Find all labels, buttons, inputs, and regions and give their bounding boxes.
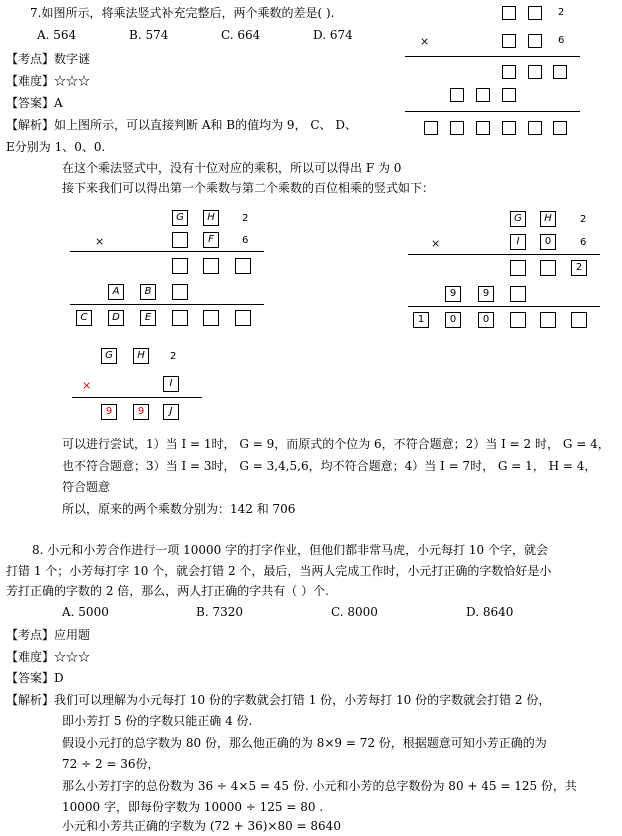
cell-E: E	[140, 310, 156, 326]
cell-0: 0	[445, 312, 461, 328]
blank-box	[476, 121, 490, 135]
fig3-times-sign: ×	[431, 237, 441, 250]
q8-nandu: 【难度】☆☆☆	[6, 650, 91, 664]
blank-box	[502, 88, 516, 102]
cell-D: D	[108, 310, 124, 326]
blank-box	[528, 34, 542, 48]
fig1-times-sign: ×	[420, 35, 430, 48]
blank-box	[502, 34, 516, 48]
fig4-digit-2: 2	[170, 351, 177, 362]
q7-question: 7.如图所示，将乘法竖式补充完整后，两个乘数的差是( ).	[30, 6, 335, 20]
blank-box	[528, 121, 542, 135]
blank-box	[424, 121, 438, 135]
fig3-rule-2	[408, 306, 600, 307]
cell-H: H	[540, 211, 556, 227]
q7-option-d: D. 674	[313, 28, 353, 42]
cell-blank	[172, 232, 188, 248]
blank-box	[502, 121, 516, 135]
cell-0: 0	[540, 234, 556, 250]
q8-option-a: A. 5000	[62, 605, 109, 619]
blank-box	[502, 65, 516, 79]
cell-blank	[571, 312, 587, 328]
cell-blank	[540, 260, 556, 276]
cell-9: 9	[478, 286, 494, 302]
q7-analysis-1: 【解析】如上图所示，可以直接判断 A和 B的值均为 9， C、 D、	[6, 118, 357, 132]
cell-9: 9	[445, 286, 461, 302]
blank-box	[502, 6, 516, 20]
fig2-digit-2: 2	[242, 213, 249, 224]
blank-box	[450, 88, 464, 102]
fig4-rule	[72, 397, 202, 398]
fig3-digit-6: 6	[580, 237, 587, 248]
cell-blank	[172, 284, 188, 300]
cell-blank	[203, 310, 219, 326]
q8-analysis-3: 假设小元打的总字数为 80 份，那么他正确的为 8×9 = 72 份，根据题意可知小芳正确的为	[62, 736, 547, 750]
q8-kaodian: 【考点】应用题	[6, 628, 91, 642]
cell-C: C	[76, 310, 92, 326]
cell-2: 2	[571, 260, 587, 276]
q7-analysis-2: E分别为 1、0、0.	[6, 140, 106, 154]
cell-H: H	[133, 348, 149, 364]
q8-analysis-7: 小元和小芳共正确的字数为 (72 + 36)×80 = 8640	[62, 819, 341, 833]
blank-box	[528, 6, 542, 20]
cell-blank	[510, 312, 526, 328]
q7-kaodian: 【考点】数字谜	[6, 52, 91, 66]
q8-analysis-5: 那么小芳打字的总份数为 36 ÷ 4×5 = 45 份. 小元和小芳的总字数份为 80 + 45 = 125 份，共	[62, 779, 577, 793]
cell-blank	[172, 310, 188, 326]
cell-blank	[203, 258, 219, 274]
cell-blank	[235, 258, 251, 274]
cell-B: B	[140, 284, 156, 300]
blank-box	[553, 65, 567, 79]
cell-F: F	[203, 232, 219, 248]
q7-analysis-5: 可以进行尝试，1）当 I = 1时， G = 9，而原式的个位为 6，不符合题意；2）当 I = 2 时， G = 4，	[62, 437, 610, 451]
cell-blank	[510, 286, 526, 302]
fig3-rule-1	[408, 254, 600, 255]
fig4-times-sign: ×	[82, 379, 92, 392]
q8-question-2: 打错 1 个；小芳每打字 10 个，就会打错 2 个，最后，当两人完成工作时，小元打正确的字数恰好是小	[6, 564, 552, 578]
cell-G: G	[101, 348, 117, 364]
fig2-rule-1	[70, 251, 264, 252]
q7-analysis-6: 也不符合题意；3）当 I = 3时， G = 3,4,5,6，均不符合题意；4）当 I = 7时， G = 1， H = 4，	[62, 459, 597, 473]
q7-answer: 【答案】A	[6, 96, 63, 110]
q8-option-d: D. 8640	[466, 605, 514, 619]
cell-blank	[510, 260, 526, 276]
fig2-digit-6: 6	[242, 235, 249, 246]
cell-A: A	[108, 284, 124, 300]
cell-0: 0	[478, 312, 494, 328]
fig2-rule-2	[70, 304, 264, 305]
cell-9-red: 9	[133, 404, 149, 420]
cell-blank	[235, 310, 251, 326]
q7-option-a: A. 564	[37, 28, 77, 42]
q8-answer: 【答案】D	[6, 671, 64, 685]
fig1-rule-2	[405, 111, 580, 112]
q8-option-b: B. 7320	[196, 605, 243, 619]
q7-option-c: C. 664	[221, 28, 261, 42]
cell-1: 1	[413, 312, 429, 328]
fig2-times-sign: ×	[95, 235, 105, 248]
cell-G: G	[510, 211, 526, 227]
q7-option-b: B. 574	[129, 28, 169, 42]
cell-blank	[172, 258, 188, 274]
cell-blank	[540, 312, 556, 328]
q8-analysis-2: 即小芳打 5 份的字数只能正确 4 份.	[62, 714, 253, 728]
cell-I: I	[163, 376, 179, 392]
q8-analysis-1: 【解析】我们可以理解为小元每打 10 份的字数就会打错 1 份，小芳每打 10 份的字数就会打错 2 份，	[6, 693, 551, 707]
cell-I: I	[510, 234, 526, 250]
q7-analysis-3: 在这个乘法竖式中，没有十位对应的乘积，所以可以得出 F 为 0	[62, 161, 402, 175]
q7-nandu: 【难度】☆☆☆	[6, 74, 91, 88]
fig1-digit-6: 6	[558, 35, 565, 46]
q7-analysis-4: 接下来我们可以得出第一个乘数与第二个乘数的百位相乘的竖式如下：	[62, 181, 435, 195]
fig1-digit-2: 2	[558, 7, 565, 18]
blank-box	[450, 121, 464, 135]
q7-analysis-7: 符合题意	[62, 480, 111, 494]
q8-analysis-4: 72 ÷ 2 = 36份，	[62, 757, 160, 771]
blank-box	[528, 65, 542, 79]
q7-analysis-8: 所以，原来的两个乘数分别为：142 和 706	[62, 502, 296, 516]
cell-G: G	[172, 210, 188, 226]
fig1-rule-1	[405, 56, 580, 57]
q8-analysis-6: 10000 字，即每份字数为 10000 ÷ 125 = 80 .	[62, 800, 324, 814]
fig3-digit-2: 2	[580, 214, 587, 225]
blank-box	[553, 121, 567, 135]
cell-J: J	[163, 404, 179, 420]
q8-option-c: C. 8000	[331, 605, 378, 619]
q8-question-1: 8. 小元和小芳合作进行一项 10000 字的打字作业，但他们都非常马虎，小元每打 10 个字，就会	[32, 543, 548, 557]
cell-9-red: 9	[101, 404, 117, 420]
q8-question-3: 芳打正确的字数的 2 倍，那么，两人打正确的字共有（ ）个.	[6, 584, 329, 598]
cell-H: H	[203, 210, 219, 226]
blank-box	[476, 88, 490, 102]
